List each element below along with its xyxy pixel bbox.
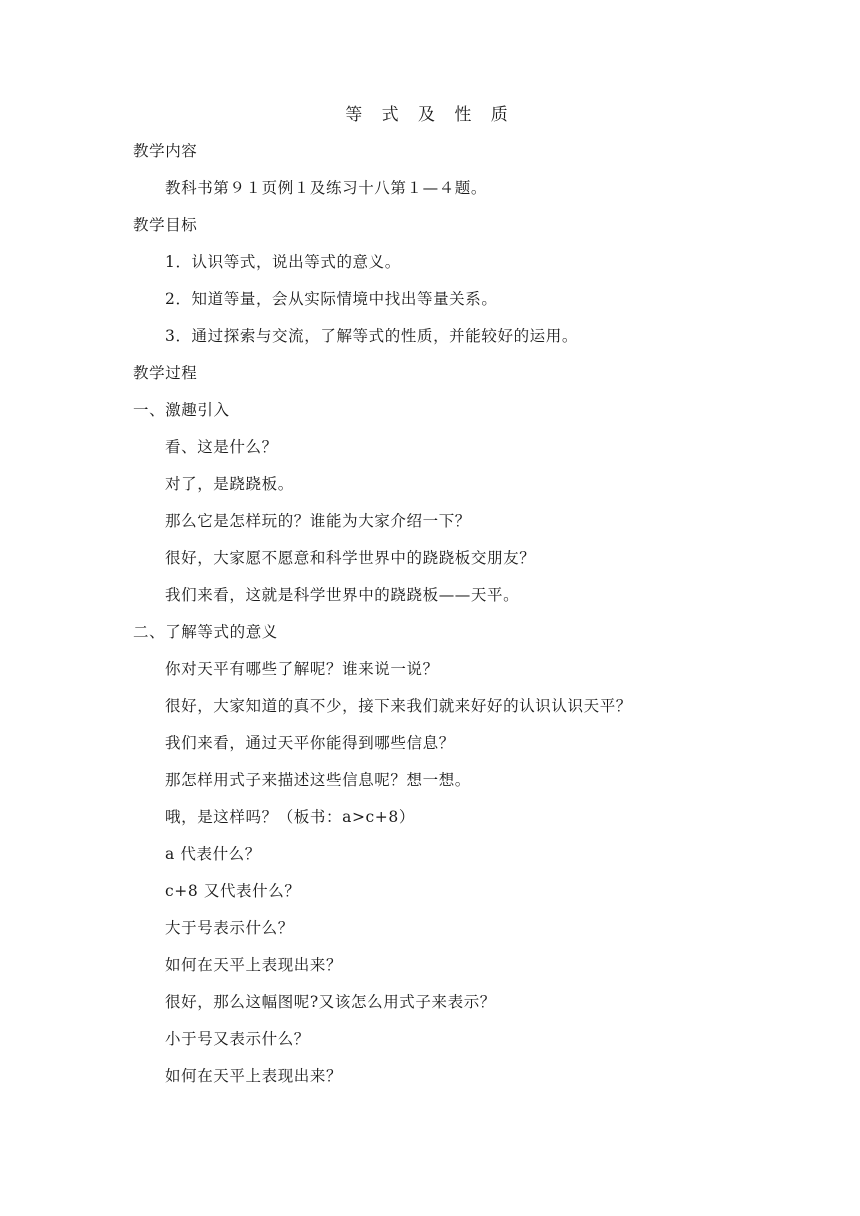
paragraph-line: 1．认识等式，说出等式的意义。 [165,253,401,271]
paragraph-line: 2．知道等量，会从实际情境中找出等量关系。 [165,290,498,308]
paragraph-line: 我们来看，这就是科学世界中的跷跷板——天平。 [165,586,520,604]
paragraph-line: 很好，大家知道的真不少，接下来我们就来好好的认识认识天平？ [165,697,632,715]
paragraph-line: 你对天平有哪些了解呢？谁来说一说？ [165,660,439,678]
paragraph-line: 小于号又表示什么？ [165,1030,310,1048]
section-heading: 教学目标 [133,216,198,234]
paragraph-line: 那么它是怎样玩的？谁能为大家介绍一下？ [165,512,471,530]
paragraph-line: 教科书第９１页例１及练习十八第１—４题。 [165,179,488,197]
section-heading: 教学内容 [133,142,198,160]
section-heading: 教学过程 [133,364,198,382]
paragraph-line: 看、这是什么？ [165,438,278,456]
document-title: 等 式 及 性 质 [345,105,515,125]
paragraph-line: 很好，大家愿不愿意和科学世界中的跷跷板交朋友？ [165,549,536,567]
paragraph-line: 很好，那么这幅图呢?又该怎么用式子来表示？ [165,993,496,1011]
paragraph-line: 哦，是这样吗？（板书：a>c+8） [165,808,415,826]
paragraph-line: 如何在天平上表现出来？ [165,1067,343,1085]
paragraph-line: 大于号表示什么？ [165,919,294,937]
paragraph-line: 我们来看，通过天平你能得到哪些信息？ [165,734,455,752]
document-body [133,138,733,1100]
paragraph-line: 如何在天平上表现出来？ [165,956,343,974]
paragraph-line: 对了，是跷跷板。 [165,475,294,493]
paragraph-line: 那怎样用式子来描述这些信息呢？想一想。 [165,771,471,789]
paragraph-line: a 代表什么？ [165,845,261,863]
paragraph-line: 3．通过探索与交流，了解等式的性质，并能较好的运用。 [165,327,578,345]
section-heading: 二、了解等式的意义 [133,623,278,641]
section-heading: 一、激趣引入 [133,401,230,419]
paragraph-line: c+8 又代表什么？ [165,882,301,900]
